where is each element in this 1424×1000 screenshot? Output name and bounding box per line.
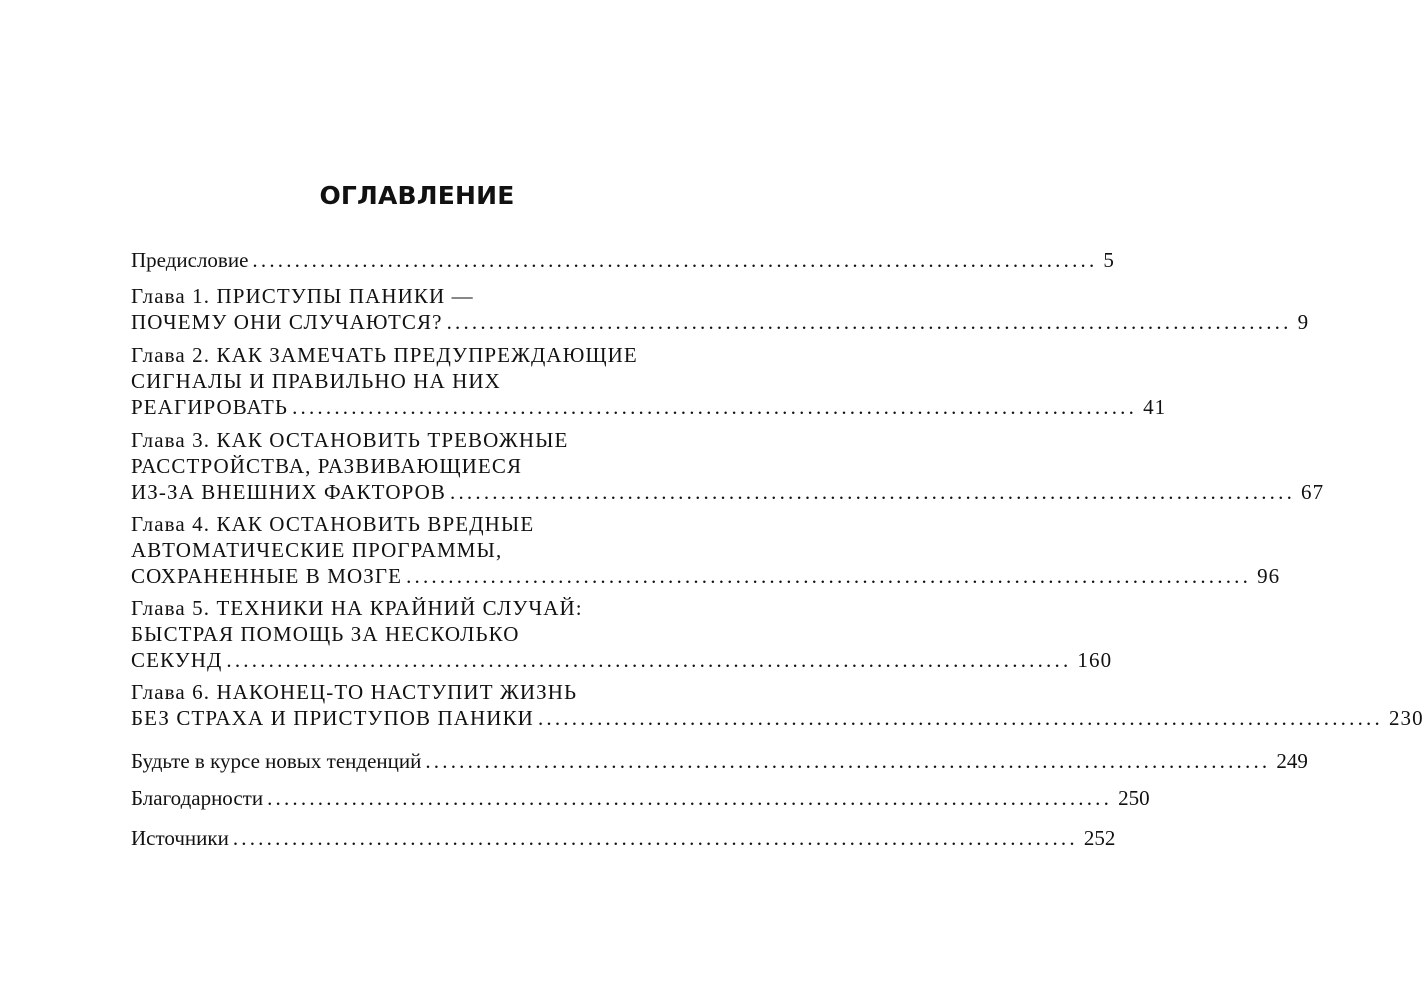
dot-leader: ....................................................................................................: [232, 826, 1078, 850]
toc-line: [131, 247, 1114, 273]
toc-entry-title: Источники: [131, 826, 229, 850]
dot-leader: ....................................................................................................: [537, 706, 1383, 730]
toc-entry-title: Благодарности: [131, 786, 264, 810]
toc-line: Глава 4. КАК ОСТАНОВИТЬ ВРЕДНЫЕ: [131, 512, 535, 536]
page-number: 249: [1276, 749, 1308, 773]
dot-leader: ....................................................................................................: [252, 248, 1098, 272]
page-number: 67: [1301, 480, 1325, 504]
toc-entry-chapter-6: [131, 679, 1424, 731]
toc-line: [131, 705, 1424, 731]
toc-entry-acknowledgements: [131, 785, 1150, 811]
page-title: ОГЛАВЛЕНИЕ: [319, 181, 515, 210]
toc-line: [131, 825, 1116, 851]
toc-line: [131, 394, 1167, 420]
toc-entry-title: ПОЧЕМУ ОНИ СЛУЧАЮТСЯ?: [131, 310, 443, 334]
dot-leader: ....................................................................................................: [267, 786, 1113, 810]
toc-entry-title: Предисловие: [131, 248, 249, 272]
toc-entry-chapter-3: [131, 427, 1325, 505]
toc-entry-preface: [131, 247, 1114, 273]
toc-line: [131, 748, 1308, 774]
page-number: 9: [1297, 310, 1310, 334]
page-number: 230: [1388, 706, 1424, 730]
page-number: 96: [1257, 564, 1281, 588]
toc-line: АВТОМАТИЧЕСКИЕ ПРОГРАММЫ,: [131, 538, 503, 562]
toc-line: Глава 6. НАКОНЕЦ-ТО НАСТУПИТ ЖИЗНЬ: [131, 680, 578, 704]
dot-leader: ....................................................................................................: [406, 564, 1252, 588]
toc-line: Глава 2. КАК ЗАМЕЧАТЬ ПРЕДУПРЕЖДАЮЩИЕ: [131, 343, 638, 367]
dot-leader: ....................................................................................................: [446, 310, 1292, 334]
toc-entry-title: СЕКУНД: [131, 648, 223, 672]
page-number: 250: [1118, 786, 1150, 810]
toc-entry-title: РЕАГИРОВАТЬ: [131, 395, 289, 419]
toc-line: [131, 479, 1325, 505]
toc-line: РАССТРОЙСТВА, РАЗВИВАЮЩИЕСЯ: [131, 454, 523, 478]
toc-line: [131, 647, 1113, 673]
toc-entry-chapter-4: [131, 511, 1281, 589]
toc-line: СИГНАЛЫ И ПРАВИЛЬНО НА НИХ: [131, 369, 501, 393]
toc-line: БЫСТРАЯ ПОМОЩЬ ЗА НЕСКОЛЬКО: [131, 622, 520, 646]
toc-entry-title: БЕЗ СТРАХА И ПРИСТУПОВ ПАНИКИ: [131, 706, 534, 730]
toc-line: Глава 1. ПРИСТУПЫ ПАНИКИ —: [131, 284, 474, 308]
toc-entry-title: Будьте в курсе новых тенденций: [131, 749, 422, 773]
dot-leader: ....................................................................................................: [226, 648, 1072, 672]
dot-leader: ....................................................................................................: [450, 480, 1296, 504]
toc-line: Глава 3. КАК ОСТАНОВИТЬ ТРЕВОЖНЫЕ: [131, 428, 569, 452]
page-number: 252: [1083, 826, 1116, 850]
toc-line: Глава 5. ТЕХНИКИ НА КРАЙНИЙ СЛУЧАЙ:: [131, 596, 583, 620]
page-number: 5: [1103, 248, 1114, 272]
dot-leader: ....................................................................................................: [425, 749, 1271, 773]
toc-entry-title: ИЗ-ЗА ВНЕШНИХ ФАКТОРОВ: [131, 480, 447, 504]
toc-entry-chapter-5: [131, 595, 1113, 673]
toc-line: [131, 563, 1281, 589]
toc-entry-title: СОХРАНЕННЫЕ В МОЗГЕ: [131, 564, 403, 588]
toc-line: [131, 309, 1310, 335]
toc-entry-sources: [131, 825, 1116, 851]
page-number: 160: [1077, 648, 1113, 672]
toc-line: [131, 785, 1150, 811]
toc-entry-chapter-1: [131, 283, 1310, 335]
dot-leader: ....................................................................................................: [292, 395, 1138, 419]
toc-entry-stay-updated: [131, 748, 1308, 774]
page-number: 41: [1143, 395, 1167, 419]
toc-entry-chapter-2: [131, 342, 1167, 420]
